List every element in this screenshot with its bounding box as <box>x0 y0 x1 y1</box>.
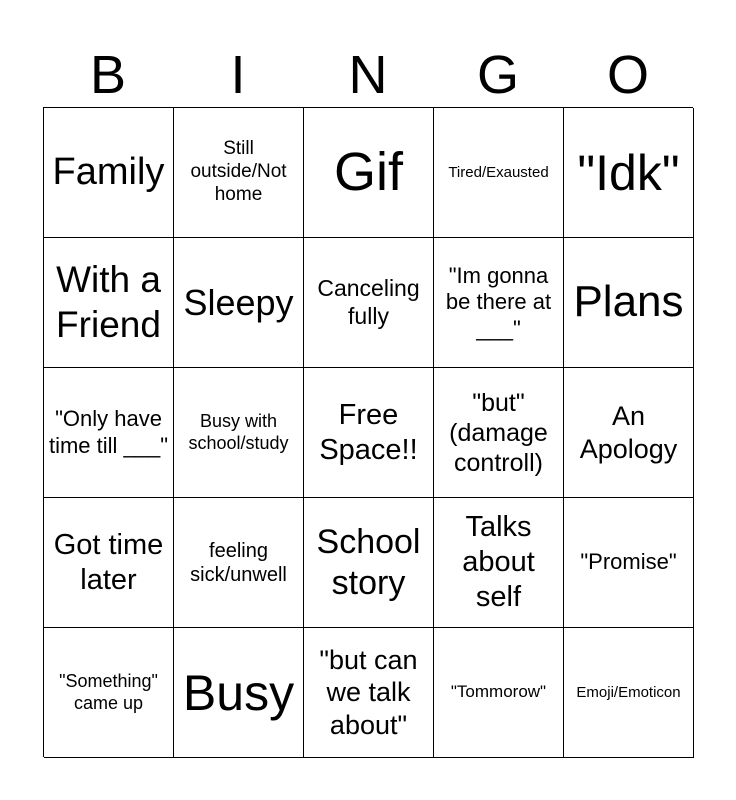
bingo-cell-label: Tired/Exausted <box>448 163 549 181</box>
bingo-cell[interactable] <box>304 108 434 238</box>
bingo-cell[interactable] <box>44 628 174 758</box>
bingo-cell[interactable] <box>564 108 694 238</box>
bingo-cell-label: Still outside/Not home <box>190 138 287 205</box>
bingo-cell-label: "Something" came up <box>59 670 158 713</box>
bingo-cell-label: "Promise" <box>580 549 677 575</box>
bingo-cell[interactable] <box>174 368 304 498</box>
bingo-cell[interactable] <box>44 368 174 498</box>
bingo-grid <box>43 107 693 757</box>
bingo-cell-label: Family <box>52 150 165 193</box>
bingo-cell-label: "Only have time till ___" <box>48 406 169 458</box>
bingo-cell[interactable] <box>304 628 434 758</box>
bingo-cell-label: School story <box>316 522 421 602</box>
bingo-cell-label: Free Space!! <box>319 398 418 466</box>
bingo-cell[interactable] <box>434 108 564 238</box>
bingo-cell[interactable] <box>174 108 304 238</box>
bingo-cell[interactable] <box>564 368 694 498</box>
bingo-cell-label: feeling sick/unwell <box>190 539 287 586</box>
bingo-cell[interactable] <box>304 498 434 628</box>
bingo-cell-label: Plans <box>573 277 684 327</box>
bingo-cell[interactable] <box>44 498 174 628</box>
bingo-cell[interactable] <box>304 238 434 368</box>
bingo-cell[interactable] <box>174 238 304 368</box>
bingo-cell-label: "but" (damage controll) <box>449 388 548 477</box>
bingo-cell-label: Canceling fully <box>317 274 420 329</box>
bingo-cell-label: "Idk" <box>577 144 680 201</box>
bingo-cell[interactable] <box>304 368 434 498</box>
bingo-cell[interactable] <box>564 628 694 758</box>
header-letter-o: O <box>606 45 649 105</box>
bingo-cell[interactable] <box>564 238 694 368</box>
bingo-cell-label: "but can we talk about" <box>319 644 418 740</box>
bingo-cell-label: "Im gonna be there at ___" <box>445 262 552 341</box>
bingo-cell-label: Busy <box>182 664 295 721</box>
bingo-cell-label: Gif <box>333 142 403 203</box>
header-letter-n: N <box>348 45 388 105</box>
bingo-cell-label: An Apology <box>579 401 678 464</box>
bingo-header <box>43 42 693 108</box>
bingo-cell-label: With a Friend <box>56 259 161 345</box>
bingo-cell[interactable] <box>174 628 304 758</box>
bingo-cell-label: Sleepy <box>183 281 294 323</box>
bingo-cell[interactable] <box>564 498 694 628</box>
bingo-cell-label: Got time later <box>53 528 164 596</box>
bingo-cell[interactable] <box>174 498 304 628</box>
bingo-cell[interactable] <box>44 238 174 368</box>
bingo-cell-label: Busy with school/study <box>188 410 289 453</box>
header-letter-g: G <box>476 45 519 105</box>
bingo-cell-label: Talks about self <box>462 511 535 613</box>
bingo-cell-label: Emoji/Emoticon <box>576 683 681 701</box>
bingo-cell[interactable] <box>434 238 564 368</box>
bingo-cell[interactable] <box>434 628 564 758</box>
header-letter-i: I <box>230 45 246 105</box>
bingo-cell-label: "Tommorow" <box>450 682 547 702</box>
bingo-cell[interactable] <box>434 498 564 628</box>
bingo-cell[interactable] <box>44 108 174 238</box>
header-letter-b: B <box>89 45 127 105</box>
bingo-cell[interactable] <box>434 368 564 498</box>
